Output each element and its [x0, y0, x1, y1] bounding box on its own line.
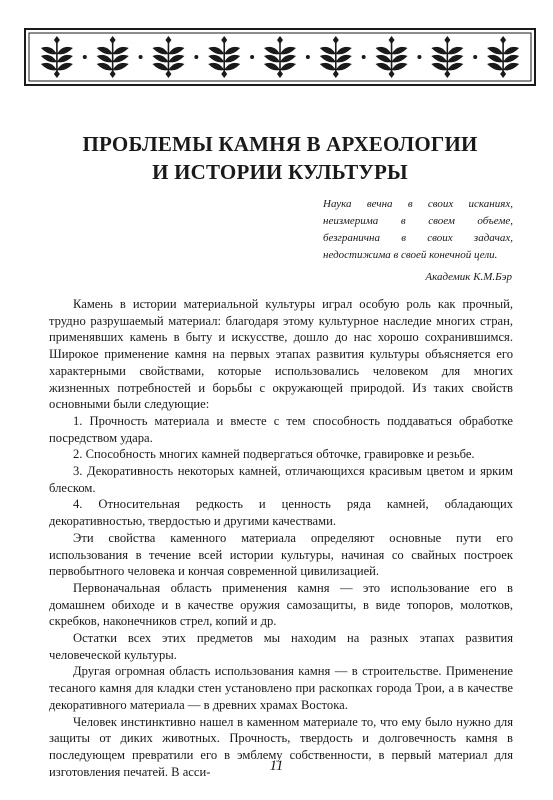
page-number: 11 [269, 758, 284, 774]
ornament-dot [306, 55, 310, 59]
epigraph-quote: Наука вечна в своих исканиях, неизмерима в своем объеме, безгранична в своих задачах, недостижима в своей конечной цели. [323, 198, 513, 261]
paragraph: 1. Прочность материала и вместе с тем способность поддаваться обработке посредством удара. [49, 413, 513, 445]
epigraph-author: Академик К.М.Бэр [425, 271, 512, 283]
paragraph: Первоначальная область применения камня — это использование его в домашнем обиходе и в качестве оружия самозащиты, в виде топоров, молотков, скребков, наконечников стрел, копий и др. [49, 580, 513, 629]
chapter-title-line-1: ПРОБЛЕМЫ КАМНЯ В АРХЕОЛОГИИ [82, 132, 478, 156]
paragraph: Камень в истории материальной культуры играл особую роль как прочный, трудно разрушаемый материал: благодаря этому культурное наследие многих стран, применявших камень в быту и искусстве, дошло до нас хорошо сохранившимся. Широкое применение камня на первых этапах развития культуры объясняется его характерными свойствами, которые использовались человеком для многих жизненных потребностей и борьбы с окружающей природой. Из таких свойств основными были следующие: [49, 297, 513, 412]
paragraph: Человек инстинктивно нашел в каменном материале то, что ему было нужно для защиты от диких животных. Прочность, твердость и долговечность камня в последующем превратили его в эмблему собственности, в первый материал для изготовления печатей. В асси- [49, 714, 513, 779]
ornament-motif [264, 36, 296, 78]
ornament-dot [139, 55, 143, 59]
ornament-motif [376, 36, 408, 78]
ornament-motif [97, 36, 129, 78]
ornament-motif [487, 36, 519, 78]
paragraph: 3. Декоративность некоторых камней, отличающихся красивым цветом и ярким блеском. [49, 464, 513, 495]
ornament-dot [194, 55, 198, 59]
ornament-motif [152, 36, 184, 78]
paragraph: Эти свойства каменного материала определяют основные пути его использования в течение всей истории культуры, начиная со свайных построек первобытного человека и кончая современной цивилизацией. [49, 530, 513, 579]
paragraph: Другая огромная область использования камня — в строительстве. Применение тесаного камня для кладки стен установлено при раскопках города Трои, а в качестве декоративного материала — в древних храмах Востока. [49, 664, 513, 712]
ornament-motif [41, 36, 73, 78]
paragraph: 4. Относительная редкость и ценность ряда камней, обладающих декоративностью, твердостью и другими качествами. [49, 497, 513, 529]
ornament-motif [208, 36, 240, 78]
ornament-motifs [41, 36, 519, 78]
chapter-title [40, 130, 520, 186]
ornament-dot [83, 55, 87, 59]
ornament-dot [473, 55, 477, 59]
body-text [49, 296, 513, 780]
ornament-dot [417, 55, 421, 59]
ornament-dot [250, 55, 254, 59]
paragraph: Остатки всех этих предметов мы находим на разных этапах развития человеческой культуры. [49, 631, 513, 662]
ornament-dot [362, 55, 366, 59]
chapter-title-line-2: И ИСТОРИИ КУЛЬТУРЫ [152, 160, 408, 184]
paragraph: 2. Способность многих камней подвергаться обточке, гравировке и резьбе. [73, 447, 475, 462]
ornament-motif [431, 36, 463, 78]
ornamental-header-band [24, 28, 536, 86]
ornament-motif [320, 36, 352, 78]
